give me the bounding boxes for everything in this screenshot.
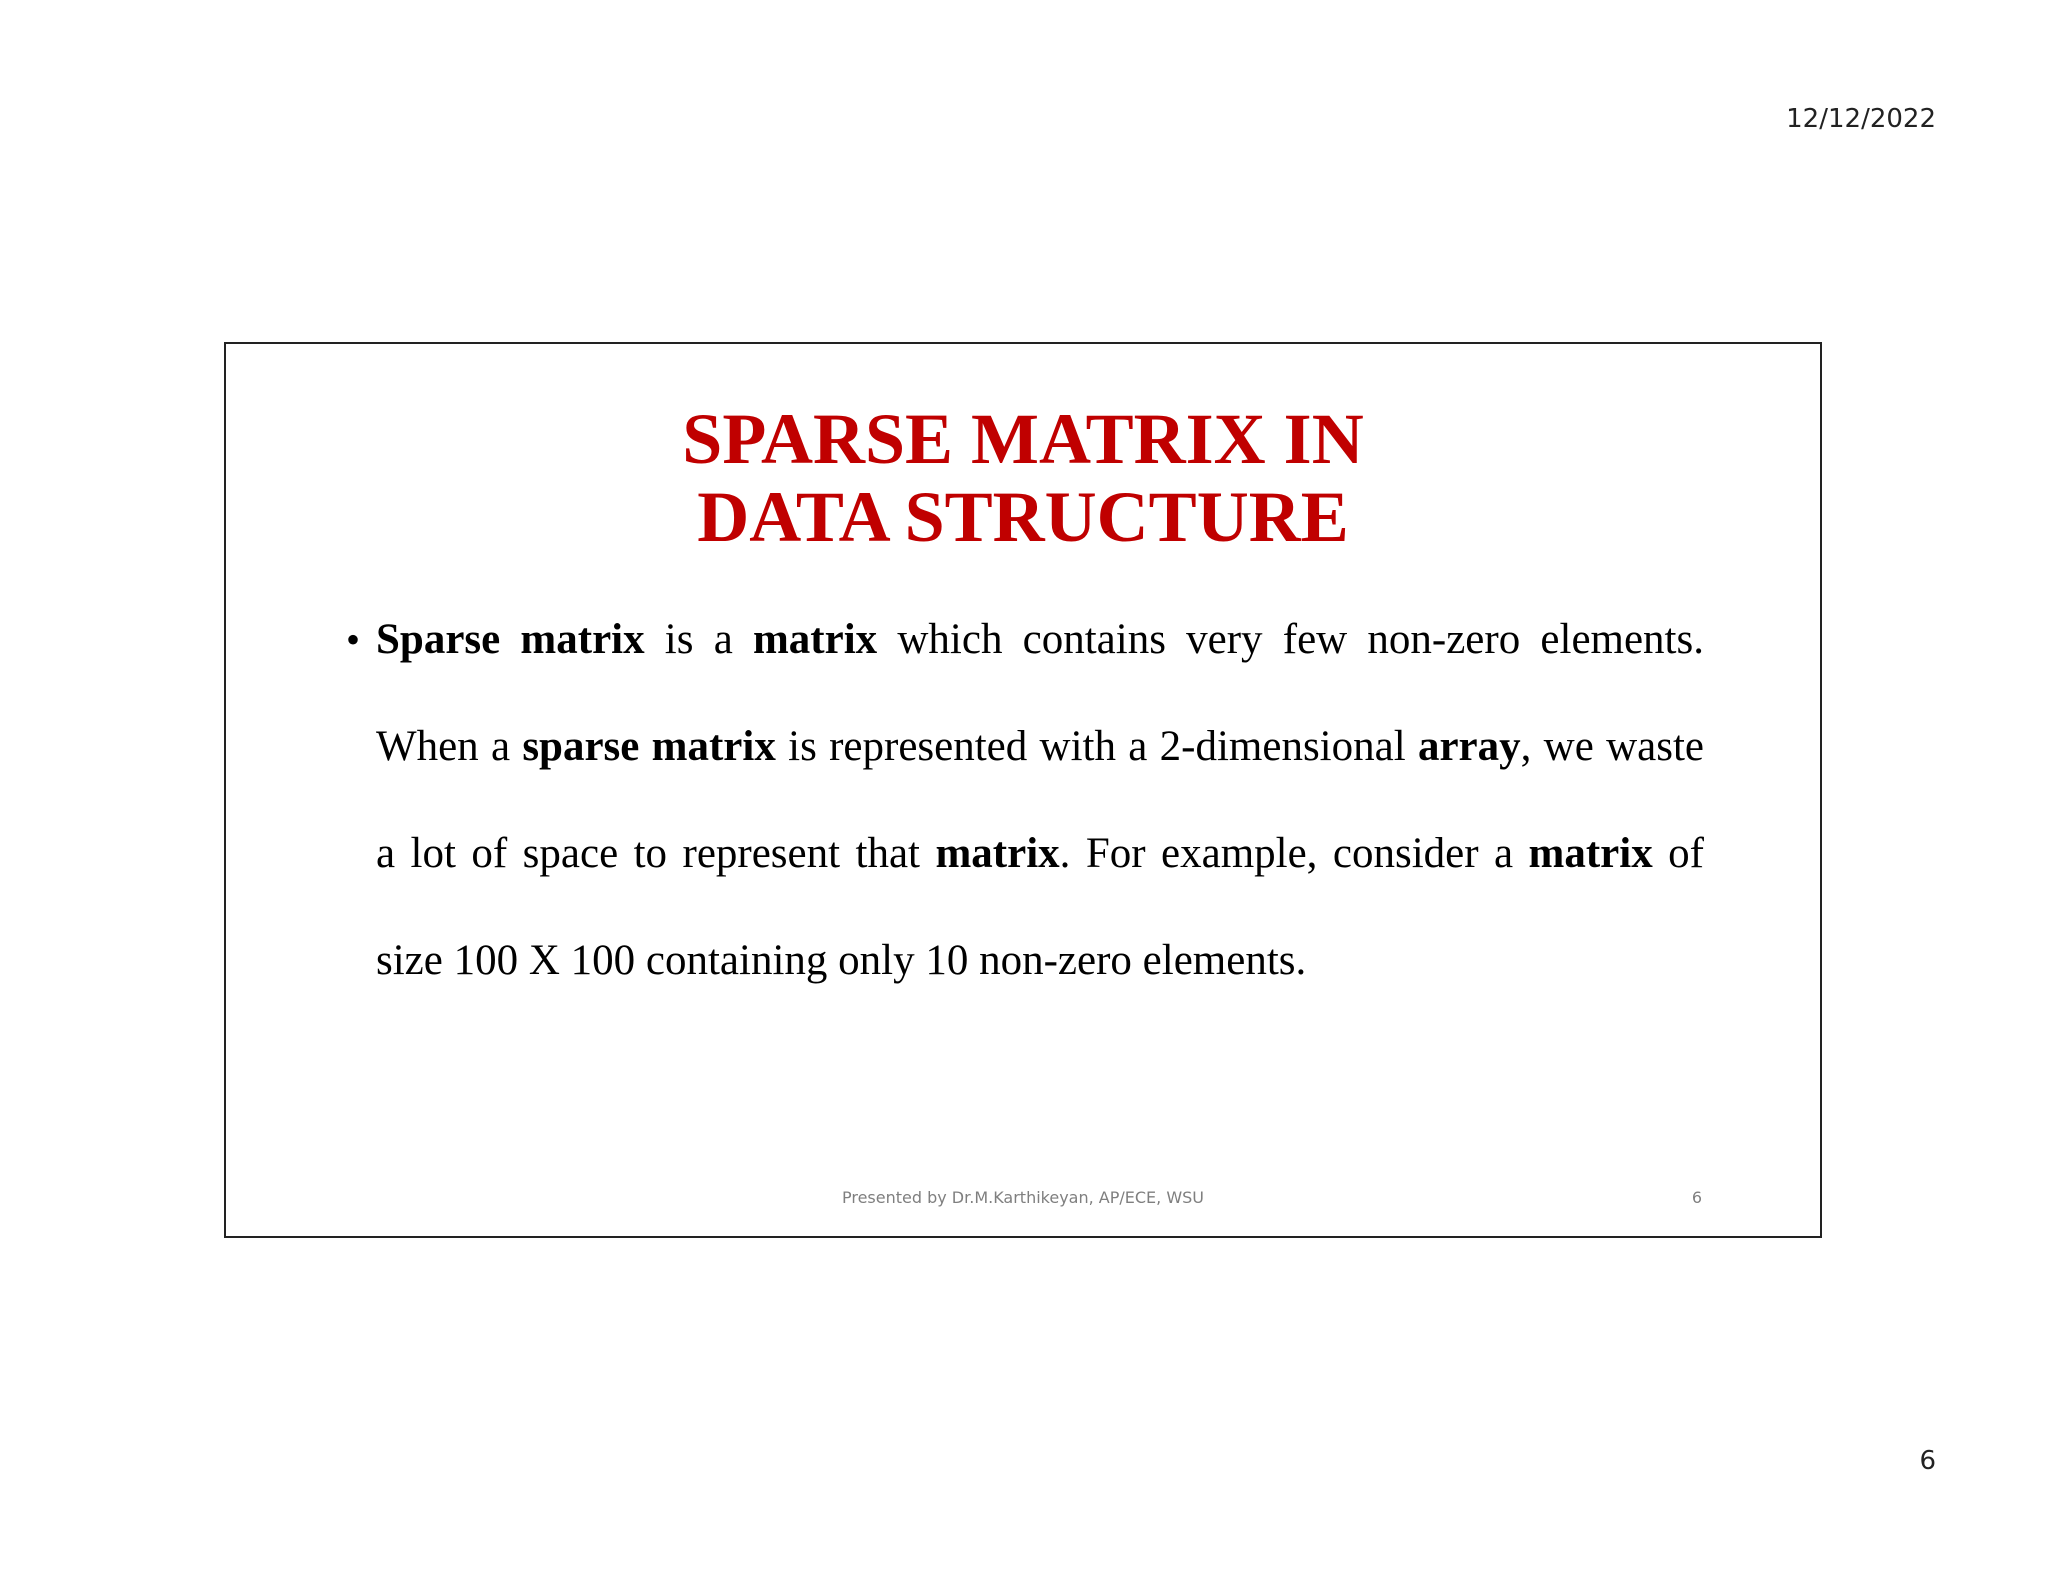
bullet-item (346, 586, 1704, 1014)
slide-frame (224, 342, 1822, 1238)
term-sparse-matrix: sparse matrix (522, 723, 776, 770)
term-matrix: matrix (752, 616, 878, 663)
term-matrix: matrix (935, 830, 1060, 877)
page-date: 12/12/2022 (1786, 104, 1936, 134)
bullet-text-5: . For example, consider a (1059, 830, 1529, 877)
slide-title (226, 400, 1820, 556)
bullet-text-1: is a (644, 616, 753, 663)
slide-number: 6 (1691, 1188, 1702, 1207)
bullet-list (346, 614, 1704, 1014)
slide-title-line-2: DATA STRUCTURE (697, 477, 1349, 557)
bullet-icon: • (346, 617, 361, 662)
term-array: array (1417, 723, 1521, 770)
bullet-text-2: which contains very few non-zero elements. When a (376, 616, 1704, 770)
slide-title-line-1: SPARSE MATRIX IN (682, 399, 1364, 479)
bullet-text-3: is represented with a 2-dimensional (775, 723, 1418, 770)
term-sparse-matrix: Sparse matrix (376, 616, 645, 663)
slide-footer: Presented by Dr.M.Karthikeyan, AP/ECE, WSU (841, 1188, 1205, 1207)
bullet-text-6: of size 100 X 100 containing only 10 non-zero elements. (376, 830, 1704, 984)
page-number: 6 (1919, 1446, 1936, 1476)
term-matrix: matrix (1528, 830, 1653, 877)
bullet-text-4: , we waste a lot of space to represent that (376, 723, 1704, 877)
